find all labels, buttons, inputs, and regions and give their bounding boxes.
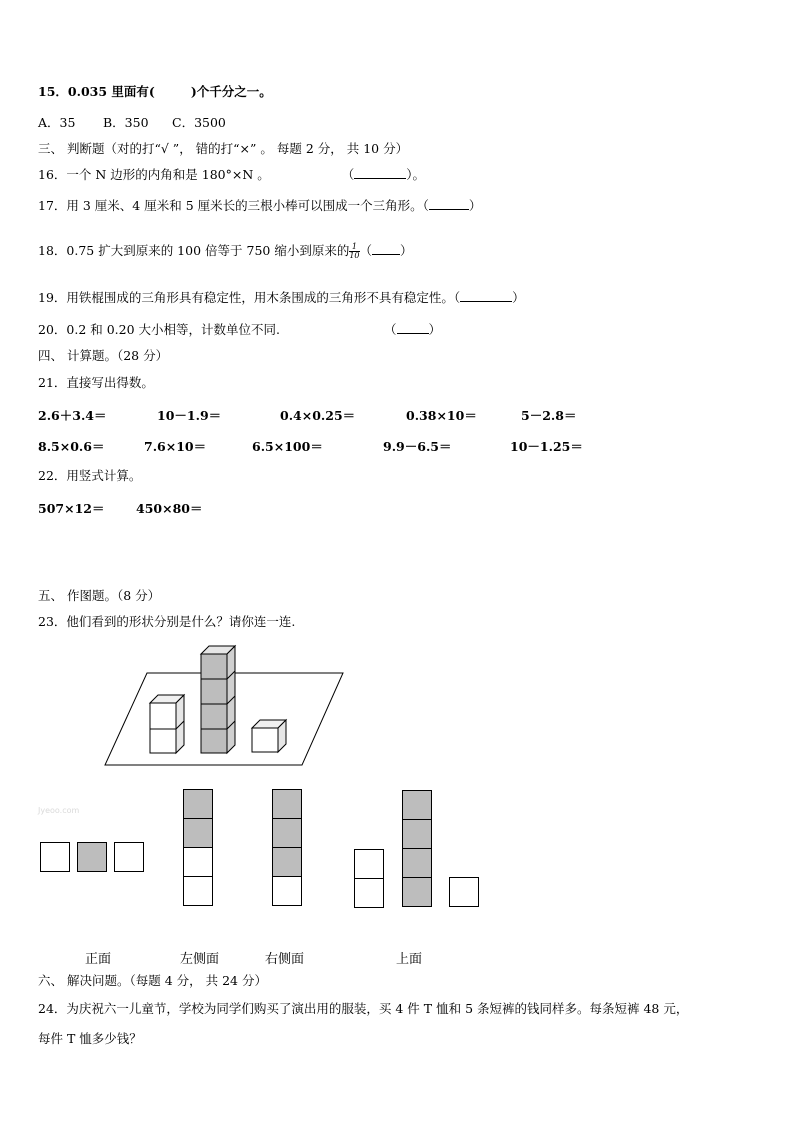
q20-paren-close: ） (428, 322, 442, 337)
view-label-top[interactable]: 上面 (396, 952, 423, 967)
q15-option-b[interactable]: B．350 (103, 115, 149, 130)
left-cube-stack (150, 695, 184, 753)
view-square (272, 876, 302, 906)
view-label-front[interactable]: 正面 (85, 952, 112, 967)
q15-option-a[interactable]: A．35 (38, 115, 76, 130)
q19-text: 19．用铁棍围成的三角形具有稳定性，用木条围成的三角形不具有稳定性。（ (38, 290, 461, 305)
question-23: 23．他们看到的形状分别是什么？请你连一连. (38, 614, 296, 629)
question-19 (38, 290, 525, 306)
q20-paren-open: （ (384, 322, 397, 337)
watermark: Jyeoo.com (38, 806, 80, 815)
view-square-gray (402, 848, 432, 878)
view-square-gray (272, 847, 302, 877)
question-20 (38, 322, 441, 338)
q15-stem-b: )个千分之一。 (190, 84, 272, 99)
view-square (449, 877, 479, 907)
q18-text: 18．0.75 扩大到原来的 100 倍等于 750 缩小到原来的 (38, 243, 350, 258)
q17-paren-close: ） (468, 198, 482, 213)
q16-paren-close: ）。 (406, 167, 426, 182)
view-square (183, 847, 213, 877)
cube-stack-figure (100, 640, 350, 770)
view-square-gray (402, 877, 432, 907)
view-square-gray (402, 790, 432, 820)
question-15 (38, 84, 272, 100)
calc-item: 0.38×10＝ (406, 408, 477, 423)
calc-item: 9.9－6.5＝ (383, 439, 452, 454)
q18-frac-num: 1 (349, 243, 359, 252)
q16-answer-blank[interactable] (354, 168, 406, 179)
view-square-gray (183, 818, 213, 848)
calc-item: 8.5×0.6＝ (38, 439, 105, 454)
q16-paren-open: （ (341, 167, 355, 182)
q18-fraction (349, 243, 359, 260)
calc-item: 7.6×10＝ (144, 439, 207, 454)
section-6-title: 六、 解决问题。（每题 4 分， 共 24 分） (38, 973, 267, 988)
view-square-gray (272, 818, 302, 848)
question-22: 22．用竖式计算。 (38, 468, 142, 483)
view-square (354, 849, 384, 879)
calc-item: 10－1.25＝ (510, 439, 583, 454)
view-square (40, 842, 70, 872)
view-square (183, 876, 213, 906)
q18-frac-den: 10 (349, 251, 360, 260)
q19-paren-close: ） (512, 290, 525, 305)
view-square-gray (272, 789, 302, 819)
q17-text: 17．用 3 厘米、4 厘米和 5 厘米长的三根小棒可以围成一个三角形。（ (38, 198, 429, 213)
question-24-line-1: 24．为庆祝六一儿童节，学校为同学们购买了演出用的服装，买 4 件 T 恤和 5 条短裤的钱同样多。每条短裤 48 元， (38, 1001, 689, 1016)
q15-options (38, 115, 226, 131)
q19-answer-blank[interactable] (460, 291, 512, 302)
question-17 (38, 198, 481, 214)
q18-paren-close: ） (400, 243, 413, 258)
q18-answer-blank[interactable] (372, 244, 400, 255)
calc-item: 5－2.8＝ (521, 408, 577, 423)
calc-item: 2.6＋3.4＝ (38, 408, 107, 423)
calc-item: 6.5×100＝ (252, 439, 323, 454)
question-16 (38, 167, 425, 183)
vertical-calc-item: 450×80＝ (136, 501, 203, 516)
view-square-gray (402, 819, 432, 849)
question-24-line-2: 每件 T 恤多少钱？ (38, 1031, 142, 1046)
view-square-gray (183, 789, 213, 819)
q16-text: 16．一个 N 边形的内角和是 180°×N 。 (38, 167, 270, 182)
calc-item: 0.4×0.25＝ (280, 408, 356, 423)
vertical-calc-item: 507×12＝ (38, 501, 105, 516)
view-square (114, 842, 144, 872)
q20-answer-blank[interactable] (397, 323, 429, 334)
tall-cube-stack (201, 646, 235, 753)
section-5-title: 五、 作图题。（8 分） (38, 588, 161, 603)
question-21: 21．直接写出得数。 (38, 375, 154, 390)
q15-option-c[interactable]: C．3500 (172, 115, 226, 130)
view-label-left[interactable]: 左侧面 (180, 952, 220, 967)
question-18 (38, 243, 413, 260)
q17-answer-blank[interactable] (429, 199, 469, 210)
calc-item: 10－1.9＝ (157, 408, 222, 423)
view-label-right[interactable]: 右侧面 (265, 952, 305, 967)
single-cube (252, 720, 286, 752)
section-3-title: 三、 判断题（对的打“√ ”， 错的打“×” 。 每题 2 分， 共 10 分） (38, 141, 409, 156)
section-4-title: 四、 计算题。（28 分） (38, 348, 169, 363)
q18-paren-open: （ (359, 243, 373, 258)
view-square (354, 878, 384, 908)
q20-text: 20．0.2 和 0.20 大小相等，计数单位不同. (38, 322, 281, 337)
q15-stem-a: 15．0.035 里面有( (38, 84, 155, 99)
view-square-gray (77, 842, 107, 872)
